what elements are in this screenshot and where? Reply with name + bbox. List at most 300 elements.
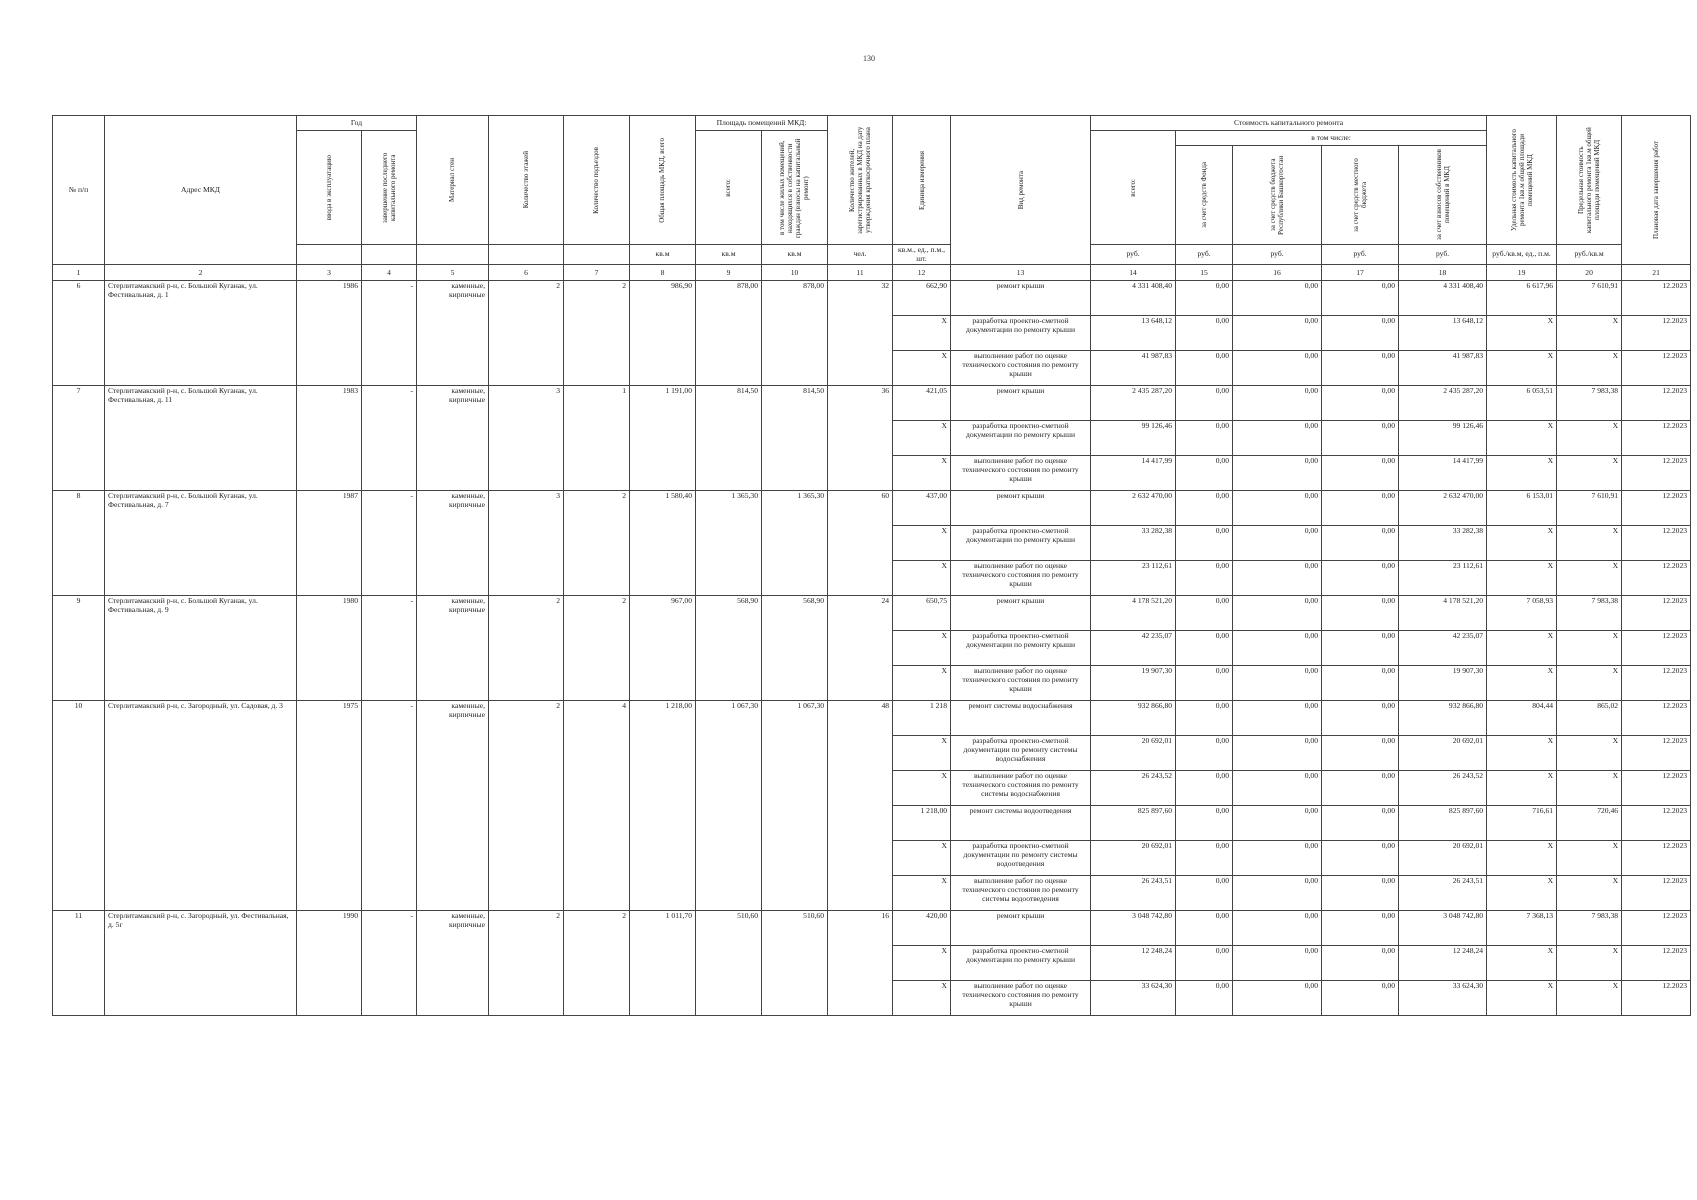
cost-fund: 0,00 <box>1176 841 1233 876</box>
work-quantity: X <box>893 946 951 981</box>
premises-area: 1 365,30 <box>696 491 762 596</box>
year-commission: 1987 <box>297 491 362 596</box>
work-type: выполнение работ по оценке технического состояния по ремонту крыши <box>951 456 1091 491</box>
cost-total: 2 435 287,20 <box>1091 386 1176 421</box>
hdr-max-cost <box>1557 116 1622 245</box>
cost-republic: 0,00 <box>1233 911 1322 946</box>
premises-area: 814,50 <box>696 386 762 491</box>
work-quantity: X <box>893 526 951 561</box>
cost-republic: 0,00 <box>1233 771 1322 806</box>
column-number: 18 <box>1399 265 1487 281</box>
hdr-year-commission <box>297 131 362 245</box>
hdr-deadline <box>1622 116 1691 265</box>
year-commission: 1990 <box>297 911 362 1016</box>
column-number: 16 <box>1233 265 1322 281</box>
hdr-year-group: Год <box>297 116 417 131</box>
unit-paying: кв.м <box>762 245 828 265</box>
cost-local: 0,00 <box>1322 386 1399 421</box>
hdr-floors <box>489 116 564 245</box>
unit-cost: 804,44 <box>1487 701 1557 736</box>
completion-date: 12.2023 <box>1622 421 1691 456</box>
cost-republic: 0,00 <box>1233 491 1322 526</box>
max-cost: X <box>1557 981 1622 1016</box>
hdr-cost-local-label: за счет средств местного бюджета <box>1351 158 1369 232</box>
hdr-material-label: Материал стен <box>448 158 457 202</box>
cost-local: 0,00 <box>1322 351 1399 386</box>
cost-total: 33 282,38 <box>1091 526 1176 561</box>
total-area: 1 011,70 <box>630 911 696 1016</box>
cost-fund: 0,00 <box>1176 946 1233 981</box>
wall-material: каменные, кирпичные <box>417 596 489 701</box>
cost-owners: 23 112,61 <box>1399 561 1487 596</box>
cost-total: 26 243,52 <box>1091 771 1176 806</box>
floors-count: 2 <box>489 281 564 386</box>
house-number: 6 <box>53 281 105 386</box>
cost-total: 41 987,83 <box>1091 351 1176 386</box>
cost-republic: 0,00 <box>1233 421 1322 456</box>
completion-date: 12.2023 <box>1622 281 1691 316</box>
unit-cost: X <box>1487 876 1557 911</box>
max-cost: X <box>1557 736 1622 771</box>
completion-date: 12.2023 <box>1622 316 1691 351</box>
work-type: разработка проектно-сметной документации по ремонту крыши <box>951 631 1091 666</box>
cost-total: 4 331 408,40 <box>1091 281 1176 316</box>
hdr-max-cost-label: Предельная стоимость капитального ремонта 1кв.м общей площади помещений МКД <box>1577 127 1602 233</box>
residents-count: 48 <box>828 701 893 911</box>
column-number: 21 <box>1622 265 1691 281</box>
house-address: Стерлитамакский р-н, с. Загородный, ул. Садовая, д. 3 <box>105 701 297 911</box>
unit-area: кв.м <box>630 245 696 265</box>
hdr-cost-total-label: всего: <box>1129 178 1137 197</box>
work-type: разработка проектно-сметной документации по ремонту системы водоснабжения <box>951 736 1091 771</box>
entrances-count: 1 <box>564 386 630 491</box>
cost-republic: 0,00 <box>1233 981 1322 1016</box>
cost-total: 19 907,30 <box>1091 666 1176 701</box>
hdr-work-type <box>951 116 1091 265</box>
hdr-residents-label: Количество жителей, зарегистрированных в МКД на дату утверждения краткосрочного плана <box>847 126 873 234</box>
completion-date: 12.2023 <box>1622 736 1691 771</box>
work-type: выполнение работ по оценке технического состояния по ремонту системы водоотведения <box>951 876 1091 911</box>
hdr-unit-label: Единица измерения <box>917 150 926 210</box>
cost-owners: 3 048 742,80 <box>1399 911 1487 946</box>
cost-local: 0,00 <box>1322 526 1399 561</box>
unit-cell <box>564 245 630 265</box>
column-number: 20 <box>1557 265 1622 281</box>
total-area: 1 580,40 <box>630 491 696 596</box>
entrances-count: 2 <box>564 596 630 701</box>
cost-republic: 0,00 <box>1233 841 1322 876</box>
table-row <box>53 911 1691 946</box>
cost-owners: 33 624,30 <box>1399 981 1487 1016</box>
total-area: 1 218,00 <box>630 701 696 911</box>
cost-fund: 0,00 <box>1176 386 1233 421</box>
work-type: ремонт крыши <box>951 596 1091 631</box>
unit-cost: X <box>1487 771 1557 806</box>
work-type: ремонт крыши <box>951 911 1091 946</box>
premises-area: 1 067,30 <box>696 701 762 911</box>
cost-total: 26 243,51 <box>1091 876 1176 911</box>
work-type: выполнение работ по оценке технического состояния по ремонту крыши <box>951 666 1091 701</box>
work-quantity: 1 218,00 <box>893 806 951 841</box>
max-cost: X <box>1557 526 1622 561</box>
cost-fund: 0,00 <box>1176 876 1233 911</box>
cost-total: 42 235,07 <box>1091 631 1176 666</box>
table-body <box>53 265 1691 1016</box>
cost-owners: 825 897,60 <box>1399 806 1487 841</box>
capital-repair-table <box>52 115 1691 1016</box>
residents-count: 32 <box>828 281 893 386</box>
work-type: ремонт системы водоотведения <box>951 806 1091 841</box>
unit-cost: X <box>1487 316 1557 351</box>
cost-total: 99 126,46 <box>1091 421 1176 456</box>
column-number: 7 <box>564 265 630 281</box>
residents-count: 16 <box>828 911 893 1016</box>
cost-local: 0,00 <box>1322 491 1399 526</box>
hdr-floors-label: Количество этажей <box>521 151 530 209</box>
work-quantity: X <box>893 876 951 911</box>
hdr-year-commission-label: ввода в эксплуатацию <box>324 154 333 221</box>
house-address: Стерлитамакский р-н, с. Загородный, ул. Фестивальная, д. 5г <box>105 911 297 1016</box>
column-number: 14 <box>1091 265 1176 281</box>
work-quantity: 437,00 <box>893 491 951 526</box>
house-number: 9 <box>53 596 105 701</box>
max-cost: 720,46 <box>1557 806 1622 841</box>
cost-total: 12 248,24 <box>1091 946 1176 981</box>
cost-total: 23 112,61 <box>1091 561 1176 596</box>
unit-cost: X <box>1487 456 1557 491</box>
work-quantity: 421,05 <box>893 386 951 421</box>
unit-cost-fund: руб. <box>1176 245 1233 265</box>
premises-area: 510,60 <box>696 911 762 1016</box>
unit-cost-republic: руб. <box>1233 245 1322 265</box>
hdr-premises-paying <box>762 131 828 245</box>
completion-date: 12.2023 <box>1622 491 1691 526</box>
hdr-cost-fund <box>1176 146 1233 245</box>
hdr-cost-republic <box>1233 146 1322 245</box>
hdr-address: Адрес МКД <box>105 116 297 265</box>
cost-owners: 33 282,38 <box>1399 526 1487 561</box>
work-type: ремонт крыши <box>951 491 1091 526</box>
unit-cost: X <box>1487 526 1557 561</box>
column-number: 10 <box>762 265 828 281</box>
unit-cost-total: руб. <box>1091 245 1176 265</box>
unit-cost: 6 053,51 <box>1487 386 1557 421</box>
hdr-entrances <box>564 116 630 245</box>
cost-total: 20 692,01 <box>1091 841 1176 876</box>
cost-local: 0,00 <box>1322 911 1399 946</box>
unit-cost: X <box>1487 421 1557 456</box>
cost-owners: 2 435 287,20 <box>1399 386 1487 421</box>
residents-count: 60 <box>828 491 893 596</box>
unit-residents: чел. <box>828 245 893 265</box>
work-type: выполнение работ по оценке технического состояния по ремонту крыши <box>951 561 1091 596</box>
entrances-count: 4 <box>564 701 630 911</box>
cost-owners: 20 692,01 <box>1399 736 1487 771</box>
cost-total: 3 048 742,80 <box>1091 911 1176 946</box>
cost-local: 0,00 <box>1322 596 1399 631</box>
work-quantity: X <box>893 981 951 1016</box>
completion-date: 12.2023 <box>1622 631 1691 666</box>
unit-cost: 7 058,93 <box>1487 596 1557 631</box>
year-last-repair: - <box>362 701 417 911</box>
max-cost: 7 610,91 <box>1557 281 1622 316</box>
cost-republic: 0,00 <box>1233 526 1322 561</box>
wall-material: каменные, кирпичные <box>417 281 489 386</box>
house-address: Стерлитамакский р-н, с. Большой Куганак, ул. Фестивальная, д. 11 <box>105 386 297 491</box>
premises-area: 878,00 <box>696 281 762 386</box>
completion-date: 12.2023 <box>1622 456 1691 491</box>
cost-local: 0,00 <box>1322 456 1399 491</box>
max-cost: X <box>1557 631 1622 666</box>
cost-fund: 0,00 <box>1176 911 1233 946</box>
work-quantity: 650,75 <box>893 596 951 631</box>
wall-material: каменные, кирпичные <box>417 386 489 491</box>
hdr-work-type-label: Вид ремонта <box>1016 171 1025 210</box>
hdr-total-area <box>630 116 696 245</box>
paying-area: 1 067,30 <box>762 701 828 911</box>
cost-fund: 0,00 <box>1176 736 1233 771</box>
hdr-cost-owners <box>1399 146 1487 245</box>
year-commission: 1975 <box>297 701 362 911</box>
completion-date: 12.2023 <box>1622 946 1691 981</box>
unit-premises: кв.м <box>696 245 762 265</box>
completion-date: 12.2023 <box>1622 526 1691 561</box>
cost-fund: 0,00 <box>1176 526 1233 561</box>
unit-cost: X <box>1487 631 1557 666</box>
house-number: 8 <box>53 491 105 596</box>
unit-cost: X <box>1487 841 1557 876</box>
cost-owners: 41 987,83 <box>1399 351 1487 386</box>
wall-material: каменные, кирпичные <box>417 701 489 911</box>
total-area: 986,90 <box>630 281 696 386</box>
completion-date: 12.2023 <box>1622 981 1691 1016</box>
max-cost: X <box>1557 456 1622 491</box>
cost-owners: 2 632 470,00 <box>1399 491 1487 526</box>
cost-owners: 4 178 521,20 <box>1399 596 1487 631</box>
cost-owners: 19 907,30 <box>1399 666 1487 701</box>
cost-fund: 0,00 <box>1176 351 1233 386</box>
unit-cost: 6 153,01 <box>1487 491 1557 526</box>
cost-local: 0,00 <box>1322 281 1399 316</box>
work-type: выполнение работ по оценке технического состояния по ремонту крыши <box>951 981 1091 1016</box>
unit-cost: X <box>1487 351 1557 386</box>
hdr-unit-cost <box>1487 116 1557 245</box>
max-cost: 7 983,38 <box>1557 911 1622 946</box>
cost-local: 0,00 <box>1322 561 1399 596</box>
hdr-num: № п/п <box>53 116 105 265</box>
max-cost: X <box>1557 421 1622 456</box>
work-quantity: X <box>893 351 951 386</box>
unit-cost: X <box>1487 666 1557 701</box>
floors-count: 2 <box>489 701 564 911</box>
hdr-premises-total-label: всего: <box>724 178 733 197</box>
column-number: 3 <box>297 265 362 281</box>
cost-republic: 0,00 <box>1233 701 1322 736</box>
house-address: Стерлитамакский р-н, с. Большой Куганак, ул. Фестивальная, д. 7 <box>105 491 297 596</box>
table-row <box>53 596 1691 631</box>
work-type: разработка проектно-сметной документации по ремонту крыши <box>951 526 1091 561</box>
total-area: 1 191,00 <box>630 386 696 491</box>
floors-count: 2 <box>489 911 564 1016</box>
cost-local: 0,00 <box>1322 806 1399 841</box>
column-number: 4 <box>362 265 417 281</box>
work-type: разработка проектно-сметной документации по ремонту крыши <box>951 421 1091 456</box>
cost-fund: 0,00 <box>1176 981 1233 1016</box>
cost-owners: 99 126,46 <box>1399 421 1487 456</box>
hdr-premises-total <box>696 131 762 245</box>
unit-cell <box>417 245 489 265</box>
paying-area: 1 365,30 <box>762 491 828 596</box>
hdr-cost-group: Стоимость капитального ремонта <box>1091 116 1487 131</box>
paying-area: 568,90 <box>762 596 828 701</box>
hdr-premises-paying-label: в том числе жилых помещений, находящихся в собственности граждан (взносы на капитальный ремонт) <box>778 137 811 238</box>
house-address: Стерлитамакский р-н, с. Большой Куганак, ул. Фестивальная, д. 9 <box>105 596 297 701</box>
work-quantity: 662,90 <box>893 281 951 316</box>
hdr-cost-fund-label: за счет средств Фонда <box>1200 162 1208 228</box>
cost-republic: 0,00 <box>1233 946 1322 981</box>
cost-owners: 26 243,51 <box>1399 876 1487 911</box>
work-quantity: 1 218 <box>893 701 951 736</box>
hdr-unit <box>893 116 951 245</box>
max-cost: X <box>1557 946 1622 981</box>
hdr-total-area-label: Общая площадь МКД, всего <box>658 137 667 223</box>
table-row <box>53 281 1691 316</box>
max-cost: X <box>1557 876 1622 911</box>
work-quantity: X <box>893 666 951 701</box>
column-number: 12 <box>893 265 951 281</box>
work-quantity: X <box>893 841 951 876</box>
cost-republic: 0,00 <box>1233 736 1322 771</box>
hdr-cost-owners-label: за счет взносов собственников помещений в МКД <box>1434 149 1451 241</box>
cost-fund: 0,00 <box>1176 596 1233 631</box>
work-type: ремонт системы водоснабжения <box>951 701 1091 736</box>
cost-local: 0,00 <box>1322 771 1399 806</box>
cost-fund: 0,00 <box>1176 491 1233 526</box>
completion-date: 12.2023 <box>1622 876 1691 911</box>
work-type: ремонт крыши <box>951 386 1091 421</box>
cost-local: 0,00 <box>1322 421 1399 456</box>
work-type: ремонт крыши <box>951 281 1091 316</box>
unit-cost: 6 617,96 <box>1487 281 1557 316</box>
column-number: 15 <box>1176 265 1233 281</box>
year-commission: 1983 <box>297 386 362 491</box>
cost-republic: 0,00 <box>1233 351 1322 386</box>
cost-republic: 0,00 <box>1233 876 1322 911</box>
year-last-repair: - <box>362 281 417 386</box>
cost-owners: 20 692,01 <box>1399 841 1487 876</box>
hdr-cost-total <box>1091 131 1176 245</box>
residents-count: 36 <box>828 386 893 491</box>
max-cost: 865,02 <box>1557 701 1622 736</box>
unit-cost: X <box>1487 561 1557 596</box>
cost-total: 13 648,12 <box>1091 316 1176 351</box>
table-row <box>53 491 1691 526</box>
column-number: 11 <box>828 265 893 281</box>
hdr-year-last-repair <box>362 131 417 245</box>
cost-owners: 42 235,07 <box>1399 631 1487 666</box>
max-cost: X <box>1557 666 1622 701</box>
max-cost: X <box>1557 841 1622 876</box>
wall-material: каменные, кирпичные <box>417 911 489 1016</box>
cost-total: 932 866,80 <box>1091 701 1176 736</box>
column-number: 19 <box>1487 265 1557 281</box>
unit-max-cost: руб./кв.м <box>1557 245 1622 265</box>
year-commission: 1980 <box>297 596 362 701</box>
cost-fund: 0,00 <box>1176 666 1233 701</box>
work-quantity: X <box>893 736 951 771</box>
hdr-deadline-label: Плановая дата завершения работ <box>1652 141 1661 240</box>
house-address: Стерлитамакский р-н, с. Большой Куганак, ул. Фестивальная, д. 1 <box>105 281 297 386</box>
premises-area: 568,90 <box>696 596 762 701</box>
year-last-repair: - <box>362 386 417 491</box>
column-number: 5 <box>417 265 489 281</box>
hdr-cost-republic-label: за счет средств бюджета Республики Башкортостан <box>1268 155 1286 235</box>
completion-date: 12.2023 <box>1622 841 1691 876</box>
completion-date: 12.2023 <box>1622 666 1691 701</box>
cost-republic: 0,00 <box>1233 596 1322 631</box>
column-number: 8 <box>630 265 696 281</box>
cost-republic: 0,00 <box>1233 631 1322 666</box>
cost-total: 4 178 521,20 <box>1091 596 1176 631</box>
table-row <box>53 386 1691 421</box>
cost-fund: 0,00 <box>1176 316 1233 351</box>
cost-local: 0,00 <box>1322 981 1399 1016</box>
house-number: 7 <box>53 386 105 491</box>
column-number: 6 <box>489 265 564 281</box>
cost-local: 0,00 <box>1322 841 1399 876</box>
cost-local: 0,00 <box>1322 316 1399 351</box>
hdr-entrances-label: Количество подъездов <box>592 146 601 214</box>
hdr-unit-cost-label: Удельная стоимость капитального ремонта 1кв.м общей площади помещений МКД <box>1509 129 1534 231</box>
hdr-year-last-repair-label: завершение последнего капитального ремонта <box>380 152 397 223</box>
column-number: 13 <box>951 265 1091 281</box>
cost-republic: 0,00 <box>1233 316 1322 351</box>
cost-local: 0,00 <box>1322 666 1399 701</box>
entrances-count: 2 <box>564 911 630 1016</box>
year-last-repair: - <box>362 491 417 596</box>
hdr-incl: в том числе: <box>1176 131 1487 146</box>
wall-material: каменные, кирпичные <box>417 491 489 596</box>
unit-cell <box>297 245 362 265</box>
page-number: 130 <box>863 54 875 63</box>
max-cost: X <box>1557 316 1622 351</box>
unit-cost: 7 368,13 <box>1487 911 1557 946</box>
table-row <box>53 701 1691 736</box>
column-number-row <box>53 265 1691 281</box>
cost-owners: 26 243,52 <box>1399 771 1487 806</box>
cost-owners: 12 248,24 <box>1399 946 1487 981</box>
work-quantity: X <box>893 421 951 456</box>
max-cost: X <box>1557 351 1622 386</box>
work-type: разработка проектно-сметной документации по ремонту системы водоотведения <box>951 841 1091 876</box>
paying-area: 510,60 <box>762 911 828 1016</box>
cost-fund: 0,00 <box>1176 281 1233 316</box>
cost-total: 33 624,30 <box>1091 981 1176 1016</box>
work-quantity: X <box>893 456 951 491</box>
cost-local: 0,00 <box>1322 701 1399 736</box>
unit-cost: 716,61 <box>1487 806 1557 841</box>
cost-republic: 0,00 <box>1233 281 1322 316</box>
cost-local: 0,00 <box>1322 946 1399 981</box>
unit-cell <box>362 245 417 265</box>
year-last-repair: - <box>362 596 417 701</box>
work-quantity: X <box>893 631 951 666</box>
column-number: 9 <box>696 265 762 281</box>
max-cost: X <box>1557 771 1622 806</box>
unit-cost: X <box>1487 946 1557 981</box>
column-number: 17 <box>1322 265 1399 281</box>
cost-local: 0,00 <box>1322 736 1399 771</box>
